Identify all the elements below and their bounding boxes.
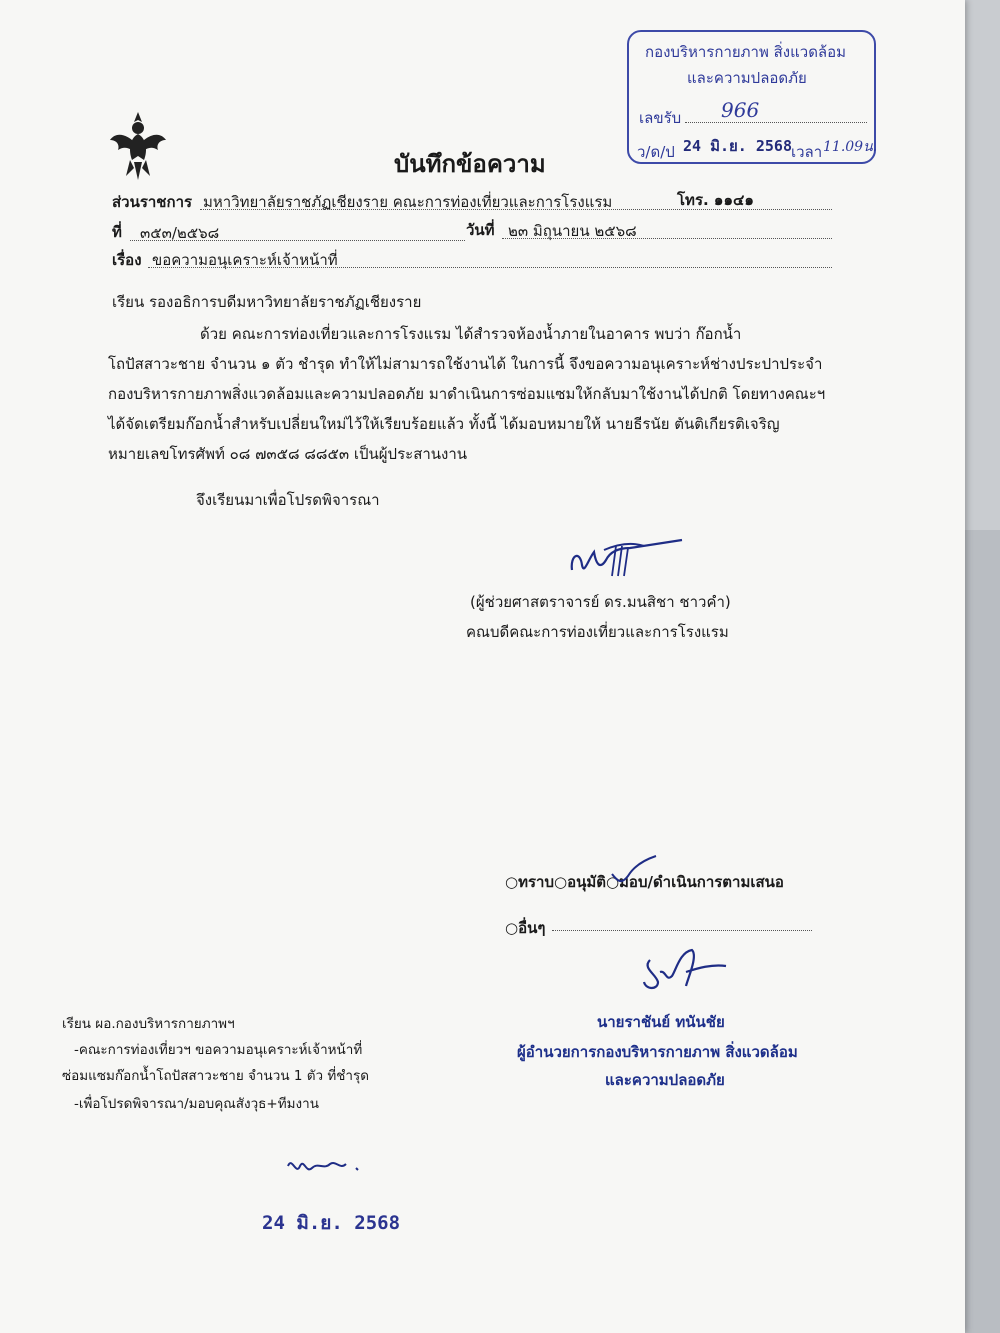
dept-tel: โทร. ๑๑๔๑ — [677, 191, 754, 209]
stamp-receive-no: 966 — [721, 98, 760, 122]
decision-check-mark — [604, 852, 664, 892]
signer-position: คณบดีคณะการท่องเที่ยวและการโรงแรม — [466, 623, 729, 641]
signer-name: (ผู้ช่วยศาสตราจารย์ ดร.มนสิชา ชาวคำ) — [470, 593, 731, 611]
salutation: เรียน รองอธิการบดีมหาวิทยาลัยราชภัฏเชียงราย — [112, 293, 422, 311]
note-initials — [284, 1148, 364, 1182]
ref-label: ที่ — [112, 223, 122, 241]
stamp-date-label: ว/ด/ป — [637, 143, 675, 161]
stamp-org-line2: และความปลอดภัย — [687, 69, 807, 87]
body-line: ด้วย คณะการท่องเที่ยวและการโรงแรม ได้สำรวจห้องน้ำภายในอาคาร พบว่า ก๊อกน้ำ — [200, 325, 742, 343]
ref-value: ๓๕๓/๒๕๖๘ — [140, 224, 220, 242]
subject-label: เรื่อง — [112, 251, 142, 269]
note-line: เรียน ผอ.กองบริหารกายภาพฯ — [62, 1016, 235, 1032]
decision-options: ○ทราบ○อนุมัติ○มอบ/ดำเนินการตามเสนอ — [505, 873, 784, 891]
date-value: ๒๓ มิถุนายน ๒๕๖๘ — [508, 222, 637, 240]
body-line: กองบริหารกายภาพสิ่งแวดล้อมและความปลอดภัย มาดำเนินการซ่อมแซมให้กลับมาใช้งานได้ปกติ โดยทางคณะฯ — [108, 385, 826, 403]
closing-line: จึงเรียนมาเพื่อโปรดพิจารณา — [196, 491, 380, 509]
note-line: -เพื่อโปรดพิจารณา/มอบคุณสังวุธ+ทีมงาน — [74, 1096, 319, 1112]
director-title-line2: และความปลอดภัย — [605, 1071, 725, 1089]
dept-label: ส่วนราชการ — [112, 193, 193, 211]
subject-value: ขอความอนุเคราะห์เจ้าหน้าที่ — [152, 251, 338, 269]
director-name: นายราชันย์ ทนันชัย — [597, 1013, 725, 1031]
director-signature — [636, 942, 736, 997]
date-label: วันที่ — [466, 221, 495, 239]
dept-value: มหาวิทยาลัยราชภัฏเชียงราย คณะการท่องเที่ยวและการโรงแรม — [203, 193, 613, 211]
decision-other-label: ○อื่นๆ — [505, 919, 546, 937]
note-line: -คณะการท่องเที่ยวฯ ขอความอนุเคราะห์เจ้าหน้าที่ — [74, 1042, 363, 1058]
dean-signature — [560, 530, 690, 585]
stamp-time-value: 11.09น. — [823, 139, 878, 155]
stamp-receive-label: เลขรับ — [639, 109, 682, 127]
stamp-date-value: 24 มิ.ย. 2568 — [683, 137, 792, 155]
stamp-org-line1: กองบริหารกายภาพ สิ่งแวดล้อม — [645, 43, 847, 61]
body-line: โถปัสสาวะชาย จำนวน ๑ ตัว ชำรุด ทำให้ไม่สามารถใช้งานได้ ในการนี้ จึงขอความอนุเคราะห์ช่างประปาประจำ — [108, 355, 823, 373]
stamp-time-label: เวลา — [791, 143, 823, 161]
note-date-stamp: 24 มิ.ย. 2568 — [262, 1212, 401, 1234]
garuda-emblem-icon — [108, 110, 168, 182]
note-line: ซ่อมแซมก๊อกน้ำโถปัสสาวะชาย จำนวน 1 ตัว ที่ชำรุด — [62, 1068, 370, 1084]
director-title-line1: ผู้อำนวยการกองบริหารกายภาพ สิ่งแวดล้อม — [517, 1043, 798, 1061]
receive-stamp — [627, 30, 876, 164]
body-line: หมายเลขโทรศัพท์ ๐๘ ๗๓๕๘ ๘๘๕๓ เป็นผู้ประสานงาน — [108, 445, 468, 463]
body-line: ได้จัดเตรียมก๊อกน้ำสำหรับเปลี่ยนใหม่ไว้ให้เรียบร้อยแล้ว ทั้งนี้ ได้มอบหมายให้ นายธีรนัย ตันติเกียรติเจริญ — [108, 415, 780, 433]
memo-title: บันทึกข้อความ — [394, 150, 546, 178]
background-surface-shadow — [960, 530, 1000, 1333]
